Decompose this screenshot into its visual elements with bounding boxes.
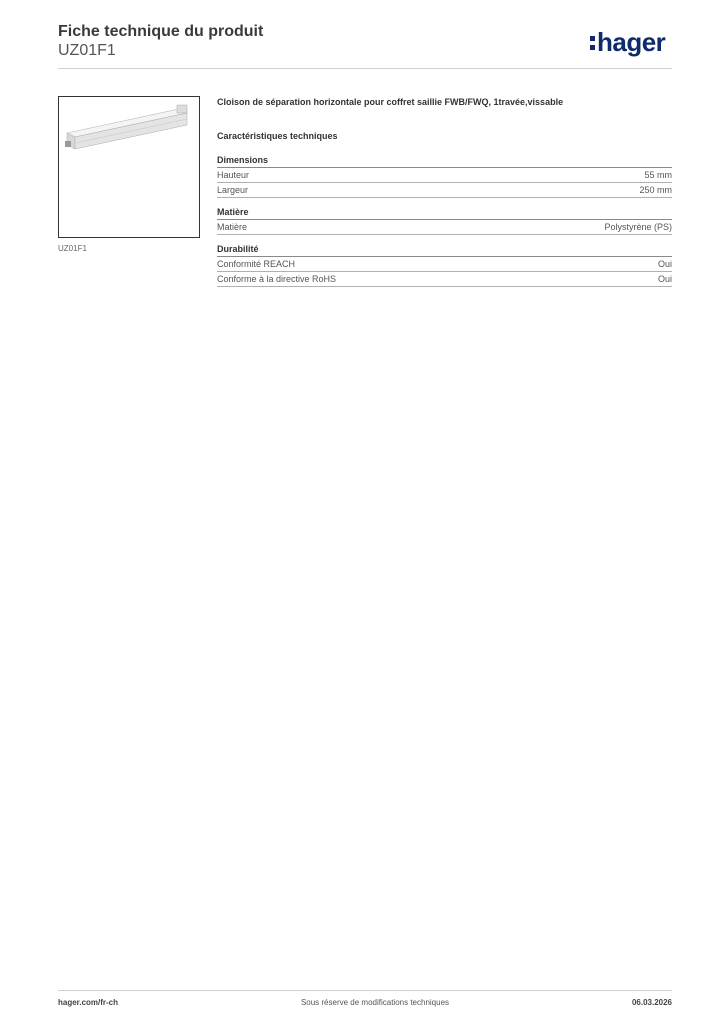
footer-divider [58, 990, 672, 991]
group-title: Durabilité [217, 244, 672, 257]
table-row [217, 272, 672, 287]
product-description: Cloison de séparation horizontale pour coffret saillie FWB/FWQ, 1travée,vissable [217, 97, 564, 107]
page-footer [58, 998, 672, 1007]
row-value: 55 mm [644, 170, 672, 180]
row-label: Matière [217, 222, 248, 232]
header-divider [58, 68, 672, 69]
table-row [217, 257, 672, 272]
group-title: Dimensions [217, 155, 672, 168]
row-value: Polystyrène (PS) [604, 222, 672, 232]
product-reference: UZ01F1 [58, 42, 116, 59]
row-value: 250 mm [639, 185, 672, 195]
group-title: Matière [217, 207, 672, 220]
row-value: Oui [657, 259, 672, 269]
document-title: Fiche technique du produit [58, 23, 264, 40]
row-label: Hauteur [217, 170, 250, 180]
product-details [217, 97, 672, 296]
document-header [58, 22, 263, 60]
group-durability [217, 244, 672, 287]
row-value: Oui [657, 274, 672, 284]
product-divider-illustration [59, 97, 199, 237]
logo-text: hager [597, 27, 666, 57]
hager-logo [590, 27, 665, 58]
footer-notice: Sous réserve de modifications techniques [300, 998, 450, 1007]
footer-date: 06.03.2026 [631, 998, 672, 1007]
characteristics-title: Caractéristiques techniques [217, 131, 338, 141]
row-label: Conformité REACH [217, 259, 296, 269]
image-caption: UZ01F1 [58, 244, 87, 253]
product-image [58, 96, 200, 238]
group-dimensions [217, 155, 672, 198]
footer-website: hager.com/fr-ch [58, 998, 119, 1007]
logo-colon-icon [590, 32, 595, 54]
row-label: Conforme à la directive RoHS [217, 274, 337, 284]
table-row [217, 168, 672, 183]
group-material [217, 207, 672, 235]
table-row [217, 183, 672, 198]
table-row [217, 220, 672, 235]
row-label: Largeur [217, 185, 249, 195]
